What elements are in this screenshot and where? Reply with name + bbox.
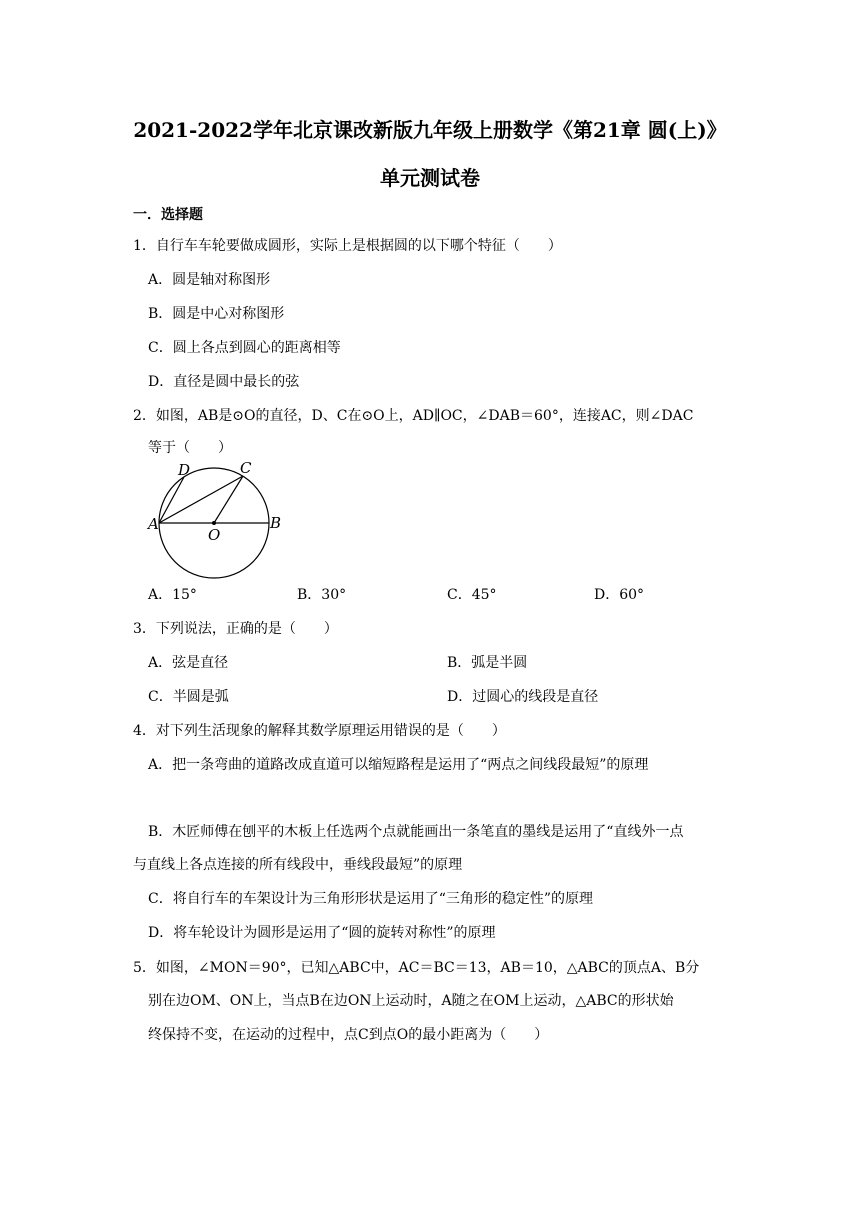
label-d: D xyxy=(178,462,191,479)
page-subtitle: 单元测试卷 xyxy=(380,166,480,190)
question-4-option-c: C．将自行车的车架设计为三角形形状是运用了“三角形的稳定性”的原理 xyxy=(148,891,594,907)
question-1-option-c: C．圆上各点到圆心的距离相等 xyxy=(148,340,341,356)
question-3-option-d: D．过圆心的线段是直径 xyxy=(447,689,599,705)
question-3-option-a: A．弦是直径 xyxy=(148,655,229,671)
question-4-option-d: D．将车轮设计为圆形是运用了“圆的旋转对称性”的原理 xyxy=(148,925,496,941)
question-5-stem-cont-2: 终保持不变，在运动的过程中，点C到点O的最小距离为（ ） xyxy=(148,1027,549,1043)
question-4-option-a: A．把一条弯曲的道路改成直道可以缩短路程是运用了“两点之间线段最短”的原理 xyxy=(148,757,649,773)
question-4-stem: 4．对下列生活现象的解释其数学原理运用错误的是（ ） xyxy=(133,723,506,739)
label-a: A xyxy=(148,515,159,533)
question-5-stem: 5．如图，∠MON＝90°，已知△ABC中，AC＝BC＝13，AB＝10，△ABC的顶点A、B分 xyxy=(133,960,700,976)
question-2-option-d: D．60° xyxy=(594,587,645,603)
label-o: O xyxy=(208,526,221,544)
question-1-option-a: A．圆是轴对称图形 xyxy=(148,272,271,288)
question-2-stem: 2．如图，AB是⊙O的直径，D、C在⊙O上，AD∥OC，∠DAB＝60°，连接AC，则∠DAC xyxy=(133,408,694,424)
radius-oc xyxy=(214,476,243,523)
question-5-stem-cont-1: 别在边OM、ON上，当点B在边ON上运动时，A随之在OM上运动，△ABC的形状始 xyxy=(148,993,674,1009)
question-1-option-b: B．圆是中心对称图形 xyxy=(148,306,285,322)
section-heading: 一．选择题 xyxy=(133,207,203,223)
question-3-option-b: B．弧是半圆 xyxy=(447,655,528,671)
circle-diagram xyxy=(146,462,296,584)
question-2-option-c: C．45° xyxy=(447,587,497,603)
question-2-stem-cont: 等于（ ） xyxy=(148,440,232,456)
question-3-option-c: C．半圆是弧 xyxy=(148,689,229,705)
question-4-option-b-cont: 与直线上各点连接的所有线段中，垂线段最短”的原理 xyxy=(133,857,463,873)
question-2-option-a: A．15° xyxy=(148,587,197,603)
question-4-option-b: B．木匠师傅在刨平的木板上任选两个点就能画出一条笔直的墨线是运用了“直线外一点 xyxy=(148,824,684,840)
question-2-option-b: B．30° xyxy=(297,587,347,603)
question-1-stem: 1．自行车车轮要做成圆形，实际上是根据圆的以下哪个特征（ ） xyxy=(133,238,562,254)
page-title: 2021-2022学年北京课改新版九年级上册数学《第21章 圆(上)》 xyxy=(133,118,727,142)
center-point xyxy=(212,521,216,525)
question-3-stem: 3．下列说法，正确的是（ ） xyxy=(133,621,338,637)
label-c: C xyxy=(240,462,252,477)
label-b: B xyxy=(270,514,282,532)
question-1-option-d: D．直径是圆中最长的弦 xyxy=(148,374,300,390)
